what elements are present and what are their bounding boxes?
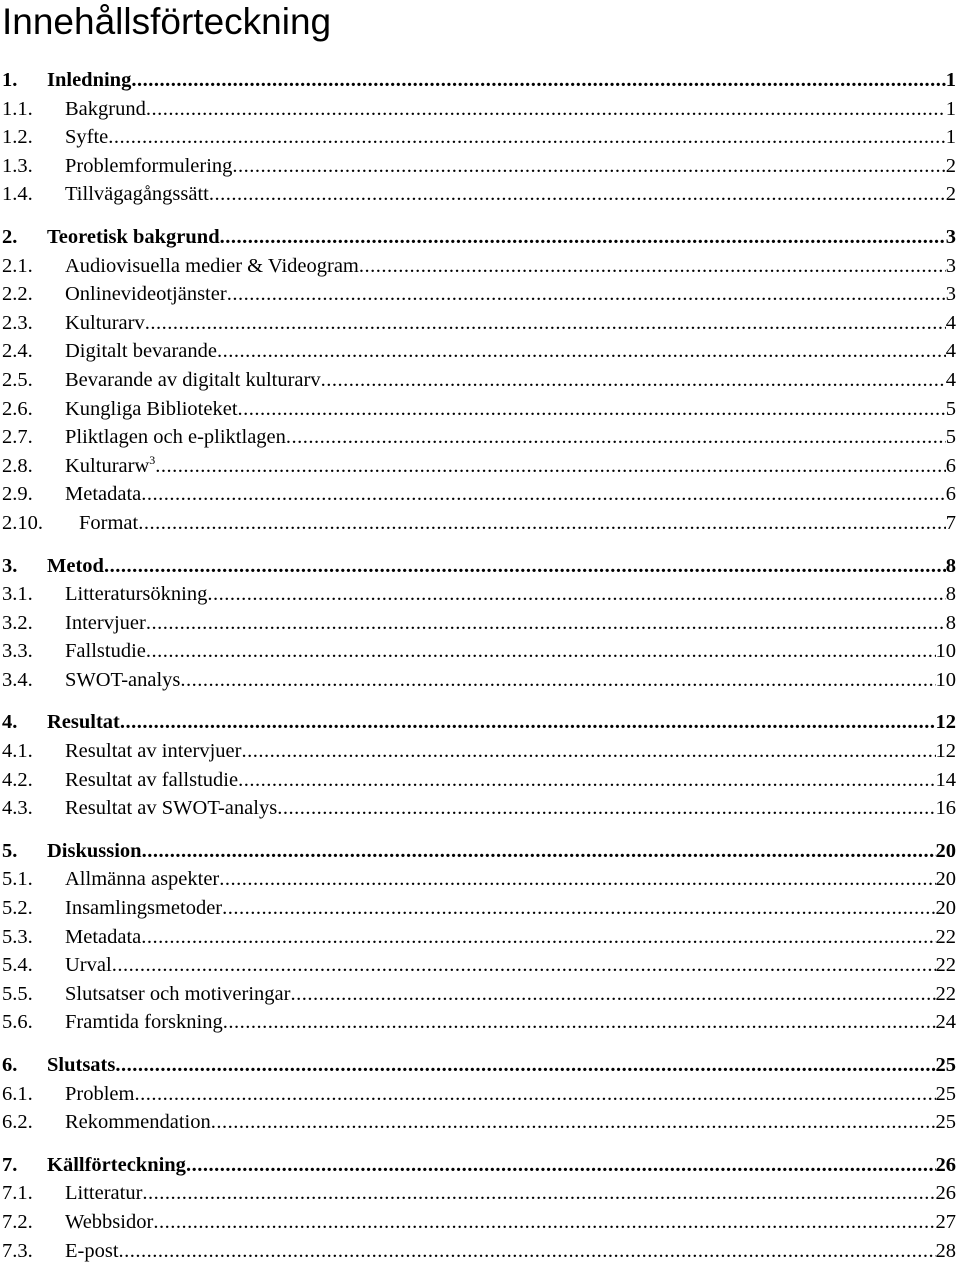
toc-page-number: 25 (935, 1082, 956, 1105)
toc-section-entry[interactable] (0, 580, 960, 609)
toc-entry-title-text: Litteratursökning (65, 583, 208, 606)
toc-page-number: 22 (935, 954, 956, 977)
toc-entry-title-text: Resultat av fallstudie (65, 768, 239, 791)
toc-entry-title-text: E-post (65, 1239, 119, 1262)
toc-entry-leader-line (65, 152, 956, 181)
toc-entry-number: 2.3. (2, 311, 33, 334)
toc-entry-number: 5.3. (2, 925, 33, 948)
toc-page-number: 28 (935, 1239, 956, 1262)
toc-entry-title-text: Metadata (65, 925, 142, 948)
toc-page-number: 27 (935, 1210, 956, 1233)
toc-entry-title-text: Kungliga Biblioteket (65, 397, 238, 420)
toc-dot-leader (211, 1108, 936, 1137)
toc-entry-number: 2.5. (2, 368, 33, 391)
toc-page-number: 12 (935, 740, 956, 763)
toc-entry-number: 6.2. (2, 1111, 33, 1134)
toc-section-entry[interactable] (0, 1008, 960, 1037)
toc-entry-leader-line (65, 1237, 956, 1265)
toc-entry-title-text: Problem (65, 1082, 135, 1105)
toc-page-number: 10 (935, 668, 956, 691)
toc-entry-leader-line (65, 894, 956, 923)
toc-entry-number: 2. (2, 225, 18, 248)
toc-entry-number: 7. (2, 1153, 18, 1176)
toc-entry-title (79, 509, 138, 538)
toc-page-number: 24 (935, 1011, 956, 1034)
toc-entry-title-text: Källförteckning (47, 1153, 186, 1176)
toc-dot-leader (141, 923, 935, 952)
toc-section-entry[interactable] (0, 452, 960, 481)
toc-entry-leader-line (65, 951, 956, 980)
toc-entry-number: 4.2. (2, 768, 33, 791)
toc-dot-leader (321, 366, 946, 395)
toc-entry-number: 5.1. (2, 868, 33, 891)
toc-entry-number: 1.3. (2, 154, 33, 177)
toc-entry-title-text: Kulturarw (65, 454, 150, 477)
toc-dot-leader (286, 423, 946, 452)
toc-dot-leader (219, 865, 935, 894)
toc-page-number: 22 (935, 982, 956, 1005)
toc-entry-title-text: Resultat av SWOT-analys (65, 797, 278, 820)
toc-entry-title-text: Diskussion (47, 839, 142, 862)
toc-section-entry[interactable] (0, 280, 960, 309)
toc-page-number: 25 (935, 1111, 956, 1134)
toc-dot-leader (186, 1151, 936, 1180)
toc-dot-leader (146, 637, 936, 666)
toc-entry-title-text: Onlinevideotjänster (65, 283, 227, 306)
toc-entry-title (65, 923, 141, 952)
toc-entry-title (47, 1051, 115, 1080)
toc-entry-title-text: Allmänna aspekter (65, 868, 220, 891)
toc-dot-leader (277, 794, 935, 823)
toc-dot-leader (155, 452, 945, 481)
toc-page-number: 2 (945, 154, 956, 177)
toc-section-entry[interactable] (0, 95, 960, 124)
toc-dot-leader (142, 1179, 935, 1208)
toc-section-entry[interactable] (0, 309, 960, 338)
toc-entry-leader-line (65, 666, 956, 695)
toc-page-number: 3 (945, 254, 956, 277)
toc-dot-leader (120, 708, 936, 737)
toc-page-number: 4 (945, 368, 956, 391)
toc-entry-leader-line (65, 737, 956, 766)
toc-dot-leader (108, 123, 945, 152)
toc-section-entry[interactable] (0, 766, 960, 795)
toc-entry-leader-line (47, 223, 956, 252)
toc-entry-title-text: Kulturarv (65, 311, 145, 334)
toc-entry-title (65, 180, 209, 209)
toc-chapter-entry[interactable] (0, 552, 960, 581)
toc-entry-leader-line (47, 708, 956, 737)
toc-page-number: 1 (945, 126, 956, 149)
toc-entry-title-text: Inledning (47, 69, 132, 91)
toc-page-number: 3 (945, 283, 956, 306)
toc-entry-number: 5.6. (2, 1011, 33, 1034)
toc-section-entry[interactable] (0, 1208, 960, 1237)
page-title: Innehållsförteckning (2, 1, 332, 42)
toc-entry-number: 2.8. (2, 454, 33, 477)
toc-entry-title (47, 223, 220, 252)
toc-page-number: 4 (945, 311, 956, 334)
toc-section-entry[interactable] (0, 1080, 960, 1109)
toc-entry-leader-line (65, 637, 956, 666)
toc-page-number: 6 (945, 483, 956, 506)
toc-entry-title (47, 66, 131, 95)
toc-entry-title-text: Slutsatser och motiveringar (65, 982, 291, 1005)
toc-entry-number: 6.1. (2, 1082, 33, 1105)
toc-dot-leader (112, 951, 936, 980)
toc-dot-leader (145, 309, 946, 338)
toc-page-number: 20 (935, 839, 956, 862)
toc-section-entry[interactable] (0, 1179, 960, 1208)
toc-entry-leader-line (65, 423, 956, 452)
toc-dot-leader (223, 1008, 936, 1037)
toc-section-entry[interactable] (0, 152, 960, 181)
toc-entry-title (65, 609, 146, 638)
toc-entry-number: 5.4. (2, 954, 33, 977)
toc-page-number: 16 (935, 797, 956, 820)
toc-entry-leader-line (65, 1080, 956, 1109)
toc-entry-leader-line (65, 580, 956, 609)
toc-dot-leader (207, 580, 945, 609)
toc-entry-number: 5.5. (2, 982, 33, 1005)
toc-entry-number: 1.2. (2, 126, 33, 149)
toc-page-number: 8 (945, 583, 956, 606)
toc-entry-title (65, 637, 146, 666)
toc-entry-title (47, 708, 120, 737)
toc-entry-leader-line (65, 123, 956, 152)
table-of-contents (0, 66, 960, 1265)
toc-entry-leader-line (65, 980, 956, 1009)
toc-entry-title-text: Resultat (47, 711, 120, 734)
toc-page-number: 5 (945, 397, 956, 420)
toc-entry-title (65, 395, 238, 424)
toc-entry-number: 2.2. (2, 283, 33, 306)
toc-entry-title (65, 794, 277, 823)
toc-entry-leader-line (79, 509, 956, 538)
toc-entry-title (65, 1108, 211, 1137)
toc-entry-title (65, 980, 290, 1009)
toc-entry-number: 4. (2, 711, 18, 734)
toc-entry-number: 7.1. (2, 1182, 33, 1205)
toc-section-entry[interactable] (0, 337, 960, 366)
toc-entry-title (65, 666, 180, 695)
toc-chapter-entry[interactable] (0, 708, 960, 737)
toc-entry-title (47, 837, 142, 866)
toc-entry-leader-line (47, 66, 956, 95)
toc-chapter-entry[interactable] (0, 1151, 960, 1180)
toc-dot-leader (220, 223, 946, 252)
toc-entry-number: 3.1. (2, 583, 33, 606)
toc-entry-number: 2.9. (2, 483, 33, 506)
toc-page-number: 26 (935, 1182, 956, 1205)
toc-section-entry[interactable] (0, 794, 960, 823)
toc-entry-leader-line (65, 95, 956, 124)
toc-entry-leader-line (65, 452, 956, 481)
toc-entry-title (65, 1008, 223, 1037)
toc-entry-number: 2.7. (2, 426, 33, 449)
toc-page-number: 25 (935, 1054, 956, 1076)
toc-entry-title-text: Problemformulering (65, 154, 233, 177)
toc-entry-leader-line (47, 552, 956, 581)
toc-entry-leader-line (65, 1179, 956, 1208)
toc-entry-title-text: SWOT-analys (65, 668, 181, 691)
toc-dot-leader (153, 1208, 935, 1237)
toc-entry-title (65, 1237, 119, 1265)
toc-entry-title (65, 894, 222, 923)
toc-entry-title-text: Intervjuer (65, 611, 146, 634)
toc-page-number: 20 (935, 897, 956, 920)
toc-entry-number: 2.10. (2, 511, 43, 534)
toc-page-number: 22 (935, 925, 956, 948)
toc-entry-title (65, 309, 145, 338)
toc-entry-title (65, 766, 238, 795)
toc-entry-title-text: Pliktlagen och e-pliktlagen (65, 426, 286, 449)
toc-chapter-entry[interactable] (0, 66, 960, 95)
toc-entry-title-text: Litteratur (65, 1182, 143, 1205)
toc-entry-title (65, 1179, 142, 1208)
toc-entry-leader-line (47, 1051, 956, 1080)
toc-entry-leader-line (65, 180, 956, 209)
toc-entry-title (65, 366, 321, 395)
toc-dot-leader (142, 837, 936, 866)
toc-entry-title (65, 580, 207, 609)
toc-entry-number: 5.2. (2, 897, 33, 920)
toc-entry-title-text: Metadata (65, 483, 142, 506)
toc-entry-number: 1.1. (2, 97, 33, 120)
toc-page-number: 10 (935, 640, 956, 663)
toc-dot-leader (146, 95, 946, 124)
toc-section-entry[interactable] (0, 509, 960, 538)
toc-entry-title (65, 480, 141, 509)
toc-entry-leader-line (65, 337, 956, 366)
toc-entry-title (65, 423, 286, 452)
toc-entry-number: 1. (2, 69, 18, 91)
toc-section-entry[interactable] (0, 423, 960, 452)
toc-entry-title-text: Slutsats (47, 1054, 116, 1076)
toc-entry-leader-line (65, 609, 956, 638)
toc-dot-leader (217, 337, 946, 366)
toc-dot-leader (290, 980, 935, 1009)
toc-page-number: 26 (935, 1153, 956, 1176)
toc-dot-leader (238, 766, 935, 795)
toc-entry-title (65, 337, 217, 366)
toc-entry-leader-line (65, 865, 956, 894)
toc-entry-title-text: Digitalt bevarande (65, 340, 217, 363)
toc-entry-title (65, 1080, 134, 1109)
toc-entry-number: 2.1. (2, 254, 33, 277)
toc-entry-title-text: Resultat av intervjuer (65, 740, 242, 763)
toc-entry-title (65, 1208, 153, 1237)
toc-dot-leader (104, 552, 946, 581)
toc-entry-title (65, 865, 219, 894)
toc-entry-title-text: Audiovisuella medier & Videogram (65, 254, 359, 277)
toc-section-entry[interactable] (0, 395, 960, 424)
toc-entry-number: 1.4. (2, 183, 33, 206)
toc-entry-leader-line (65, 794, 956, 823)
toc-entry-title-text: Bevarande av digitalt kulturarv (65, 368, 321, 391)
toc-dot-leader (115, 1051, 935, 1080)
toc-section-entry[interactable] (0, 1237, 960, 1265)
toc-dot-leader (359, 252, 946, 281)
toc-page-number: 20 (935, 868, 956, 891)
toc-entry-title-text: Rekommendation (65, 1111, 211, 1134)
toc-page-number: 12 (935, 711, 956, 734)
toc-dot-leader (238, 395, 946, 424)
toc-page-number: 4 (945, 340, 956, 363)
toc-dot-leader (138, 509, 946, 538)
toc-entry-leader-line (65, 1108, 956, 1137)
toc-entry-leader-line (65, 923, 956, 952)
toc-page-number: 1 (945, 69, 956, 91)
toc-entry-number: 7.2. (2, 1210, 33, 1233)
toc-section-entry[interactable] (0, 366, 960, 395)
toc-entry-leader-line (47, 837, 956, 866)
toc-section-entry[interactable] (0, 480, 960, 509)
toc-entry-title (47, 1151, 186, 1180)
toc-section-entry[interactable] (0, 123, 960, 152)
toc-dot-leader (227, 280, 946, 309)
toc-page-number: 2 (945, 183, 956, 206)
toc-dot-leader (131, 66, 945, 95)
toc-page-number: 1 (945, 97, 956, 120)
toc-entry-leader-line (65, 395, 956, 424)
toc-section-entry[interactable] (0, 666, 960, 695)
toc-entry-title-text: Insamlingsmetoder (65, 897, 223, 920)
toc-entry-title (65, 152, 232, 181)
toc-entry-leader-line (47, 1151, 956, 1180)
toc-entry-title-text: Webbsidor (65, 1210, 154, 1233)
toc-page-number: 3 (945, 225, 956, 248)
toc-entry-number: 4.1. (2, 740, 33, 763)
toc-entry-title-text: Framtida forskning (65, 1011, 223, 1034)
toc-dot-leader (180, 666, 935, 695)
toc-section-entry[interactable] (0, 609, 960, 638)
toc-entry-title (65, 951, 112, 980)
toc-entry-title (65, 95, 146, 124)
toc-chapter-entry[interactable] (0, 1051, 960, 1080)
toc-entry-title-text: Fallstudie (65, 640, 146, 663)
toc-entry-title-text: Bakgrund (65, 97, 146, 120)
toc-section-entry[interactable] (0, 923, 960, 952)
toc-entry-leader-line (65, 1208, 956, 1237)
toc-entry-number: 4.3. (2, 797, 33, 820)
toc-entry-leader-line (65, 280, 956, 309)
toc-entry-number: 7.3. (2, 1239, 33, 1262)
toc-entry-number: 6. (2, 1054, 18, 1076)
toc-entry-number: 3.2. (2, 611, 33, 634)
toc-entry-title (65, 737, 241, 766)
toc-section-entry[interactable] (0, 865, 960, 894)
toc-page-number: 7 (945, 511, 956, 534)
toc-entry-number: 2.6. (2, 397, 33, 420)
toc-entry-leader-line (65, 309, 956, 338)
toc-entry-number: 5. (2, 839, 18, 862)
toc-dot-leader (222, 894, 935, 923)
toc-entry-title (65, 123, 108, 152)
toc-entry-title (65, 280, 227, 309)
toc-entry-leader-line (65, 1008, 956, 1037)
toc-section-entry[interactable] (0, 637, 960, 666)
toc-entry-title-text: Syfte (65, 126, 109, 149)
toc-section-entry[interactable] (0, 180, 960, 209)
toc-entry-title (47, 552, 104, 581)
toc-entry-title (65, 252, 359, 281)
toc-chapter-entry[interactable] (0, 837, 960, 866)
toc-dot-leader (241, 737, 935, 766)
toc-chapter-entry[interactable] (0, 223, 960, 252)
toc-dot-leader (134, 1080, 935, 1109)
toc-section-entry[interactable] (0, 951, 960, 980)
toc-entry-leader-line (65, 480, 956, 509)
toc-entry-title-text: Metod (47, 554, 104, 577)
toc-dot-leader (146, 609, 946, 638)
toc-page-number: 14 (935, 768, 956, 791)
toc-section-entry[interactable] (0, 737, 960, 766)
toc-dot-leader (119, 1237, 936, 1265)
toc-dot-leader (209, 180, 946, 209)
toc-entry-leader-line (65, 366, 956, 395)
toc-section-entry[interactable] (0, 1108, 960, 1137)
toc-entry-leader-line (65, 766, 956, 795)
toc-entry-title-text: Tillvägagångssätt (65, 183, 209, 206)
toc-entry-superscript: 3 (149, 452, 156, 467)
toc-dot-leader (141, 480, 945, 509)
toc-entry-title-text: Teoretisk bakgrund (47, 225, 220, 248)
toc-entry-number: 3. (2, 554, 18, 577)
toc-page-number: 8 (945, 554, 956, 577)
toc-dot-leader (232, 152, 945, 181)
toc-entry-number: 2.4. (2, 340, 33, 363)
toc-page-number: 8 (945, 611, 956, 634)
toc-page-number: 5 (945, 426, 956, 449)
toc-section-entry[interactable] (0, 980, 960, 1009)
toc-entry-title-text: Format (79, 511, 139, 534)
toc-section-entry[interactable] (0, 894, 960, 923)
toc-section-entry[interactable] (0, 252, 960, 281)
toc-entry-number: 3.3. (2, 640, 33, 663)
toc-page-number: 6 (945, 454, 956, 477)
toc-entry-title-text: Urval (65, 954, 112, 977)
toc-entry-number: 3.4. (2, 668, 33, 691)
toc-entry-leader-line (65, 252, 956, 281)
toc-entry-title (65, 452, 155, 481)
